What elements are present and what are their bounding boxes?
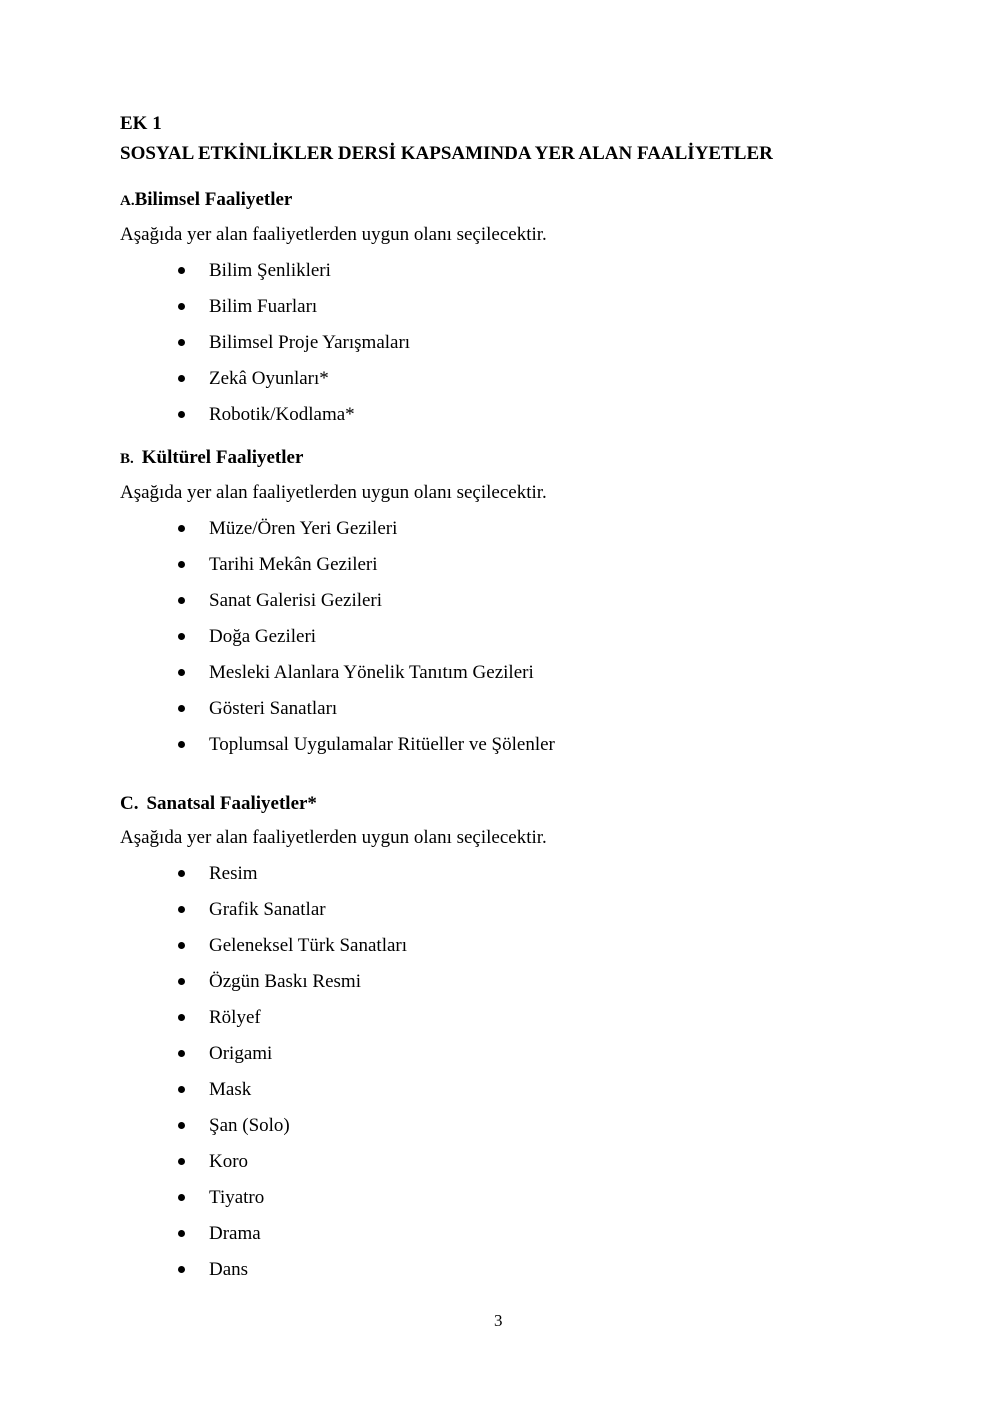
bullet-icon: [178, 267, 185, 274]
bullet-icon: [178, 1194, 185, 1201]
bullet-icon: [178, 1158, 185, 1165]
section-b-title: Kültürel Faaliyetler: [141, 447, 304, 468]
section-b-intro: Aşağıda yer alan faaliyetlerden uygun olanı seçilecektir.: [120, 482, 547, 503]
section-c-title: Sanatsal Faaliyetler*: [146, 793, 317, 814]
bullet-icon: [178, 705, 185, 712]
bullet-icon: [178, 870, 185, 877]
section-a-letter: A.: [120, 193, 135, 209]
document-title: SOSYAL ETKİNLİKLER DERSİ KAPSAMINDA YER ALAN FAALİYETLER: [120, 143, 773, 164]
bullet-icon: [178, 1086, 185, 1093]
bullet-icon: [178, 633, 185, 640]
bullet-icon: [178, 561, 185, 568]
bullet-icon: [178, 411, 185, 418]
bullet-icon: [178, 1230, 185, 1237]
bullet-icon: [178, 906, 185, 913]
section-a-heading: [120, 190, 292, 209]
section-c-letter: C.: [120, 793, 139, 814]
bullet-icon: [178, 741, 185, 748]
bullet-icon: [178, 1122, 185, 1129]
bullet-icon: [178, 1050, 185, 1057]
bullet-icon: [178, 669, 185, 676]
bullet-icon: [178, 978, 185, 985]
bullet-icon: [178, 303, 185, 310]
bullet-icon: [178, 597, 185, 604]
annex-label: EK 1: [120, 113, 162, 134]
bullet-icon: [178, 1266, 185, 1273]
section-a-intro: Aşağıda yer alan faaliyetlerden uygun olanı seçilecektir.: [120, 224, 547, 245]
section-c-intro: Aşağıda yer alan faaliyetlerden uygun olanı seçilecektir.: [120, 827, 547, 848]
bullet-icon: [178, 942, 185, 949]
bullet-icon: [178, 375, 185, 382]
document-page: EK 1 SOSYAL ETKİNLİKLER DERSİ KAPSAMINDA YER ALAN FAALİYETLER A.Bilimsel Faaliyetler Aşağıda yer alan faaliyetlerden uygun olanı seçilecektir. Bilim Şenlikleri Bilim Fuarları Bilimsel Proje Yarışmaları Zekâ Oyunları* Robotik/Kodlama* B. Kültürel Faaliyetler Aşağıda yer alan faaliyetlerden uygun olanı seçilecektir. Müze/Ören Yeri Gezileri Tarihi Mekân Gezileri Sanat Galerisi Gezileri Doğa Gezileri Mesleki Alanlara Yönelik Tanıtım Gezileri Gösteri Sanatları Toplumsal Uygulamalar Ritüeller ve Şölenler C. Sanatsal Faaliyetler* Aşağıda yer alan faaliyetlerden uygun olanı seçilecektir. Resim Grafik Sanatlar Geleneksel Türk Sanatları Özgün Baskı Resmi Rölyef Origami Mask Şan (Solo) Koro Tiyatro Drama Dans 3: [120, 113, 773, 1330]
page-number: 3: [494, 1311, 503, 1330]
bullet-icon: [178, 1014, 185, 1021]
section-b-letter: B.: [120, 451, 134, 467]
bullet-icon: [178, 339, 185, 346]
section-b-heading: [120, 448, 303, 467]
section-c-heading: [120, 794, 317, 813]
section-a-title: Bilimsel Faaliyetler: [134, 189, 293, 210]
bullet-icon: [178, 525, 185, 532]
